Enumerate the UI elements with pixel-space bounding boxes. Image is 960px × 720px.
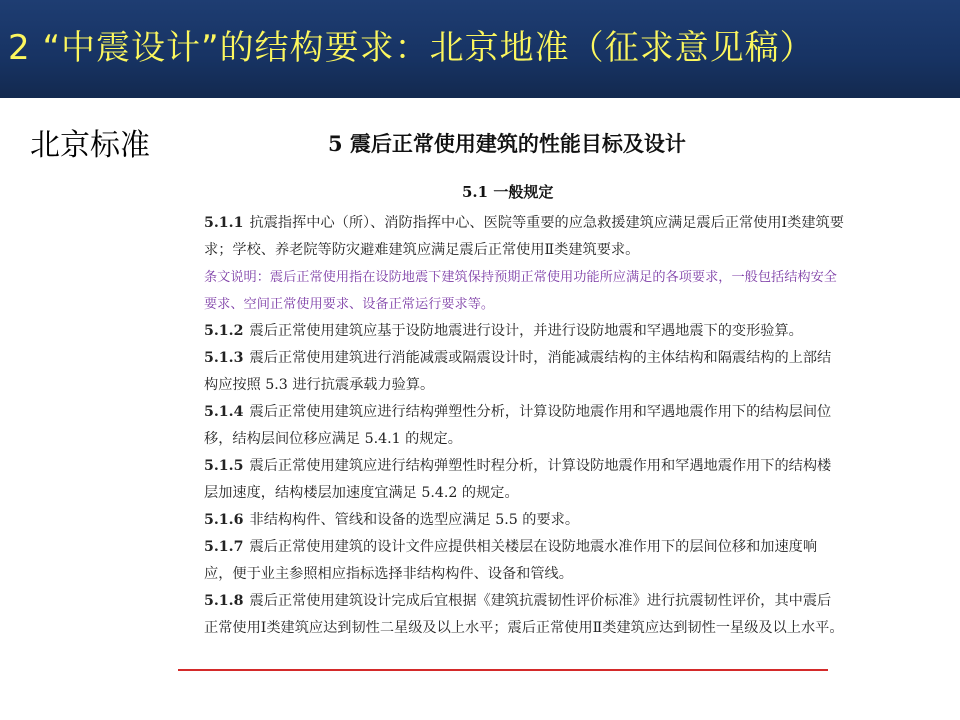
clause-5-1-7 — [204, 534, 844, 588]
clause-5-1-2 — [204, 318, 844, 345]
clause-text: 震后正常使用建筑进行消能减震或隔震设计时，消能减震结构的主体结构和隔震结构的上部结构应按照 5.3 进行抗震承载力验算。 — [204, 350, 832, 393]
clause-note: 条文说明：震后正常使用指在设防地震下建筑保持预期正常使用功能所应满足的各项要求，一般包括结构安全要求、空间正常使用要求、设备正常运行要求等。 — [204, 270, 837, 312]
clause-text: 非结构构件、管线和设备的选型应满足 5.5 的要求。 — [249, 512, 580, 528]
clause-text: 震后正常使用建筑的设计文件应提供相关楼层在设防地震水准作用下的层间位移和加速度响应，便于业主参照相应指标选择非结构构件、设备和管线。 — [204, 539, 818, 582]
clause-5-1-4 — [204, 399, 844, 453]
clause-5-1-1 — [204, 210, 844, 264]
clause-5-1-5 — [204, 453, 844, 507]
standard-label: 北京标准 — [30, 128, 150, 163]
clause-number: 5.1.2 — [204, 323, 244, 339]
clause-text: 震后正常使用建筑应基于设防地震进行设计，并进行设防地震和罕遇地震下的变形验算。 — [249, 323, 803, 339]
clause-text: 震后正常使用建筑应进行结构弹塑性分析，计算设防地震作用和罕遇地震作用下的结构层间位移，结构层间位移应满足 5.4.1 的规定。 — [204, 404, 832, 447]
document-subheading: 5.1 一般规定 — [462, 183, 554, 201]
clause-number: 5.1.5 — [204, 458, 244, 474]
title-banner — [0, 0, 960, 98]
clause-5-1-6 — [204, 507, 844, 534]
clause-text: 震后正常使用建筑设计完成后宜根据《建筑抗震韧性评价标准》进行抗震韧性评价，其中震后正常使用Ⅰ类建筑应达到韧性二星级及以上水平；震后正常使用Ⅱ类建筑应达到韧性一星级及以上水平。 — [204, 593, 844, 636]
clause-text: 抗震指挥中心（所）、消防指挥中心、医院等重要的应急救援建筑应满足震后正常使用Ⅰ类建筑要求；学校、养老院等防灾避难建筑应满足震后正常使用Ⅱ类建筑要求。 — [204, 215, 844, 258]
clause-5-1-8 — [204, 588, 844, 642]
document-heading: 5 震后正常使用建筑的性能目标及设计 — [328, 131, 686, 156]
clause-number: 5.1.4 — [204, 404, 244, 420]
clause-list — [204, 210, 844, 642]
clause-number: 5.1.8 — [204, 593, 244, 609]
clause-number: 5.1.3 — [204, 350, 244, 366]
clause-number: 5.1.1 — [204, 215, 244, 231]
slide-title: 2 “中震设计”的结构要求：北京地准（征求意见稿） — [8, 28, 815, 68]
clause-5-1-3 — [204, 345, 844, 399]
highlight-underline — [178, 669, 828, 671]
clause-number: 5.1.7 — [204, 539, 244, 555]
clause-text: 震后正常使用建筑应进行结构弹塑性时程分析，计算设防地震作用和罕遇地震作用下的结构楼层加速度，结构楼层加速度宜满足 5.4.2 的规定。 — [204, 458, 832, 501]
clause-number: 5.1.6 — [204, 512, 244, 528]
